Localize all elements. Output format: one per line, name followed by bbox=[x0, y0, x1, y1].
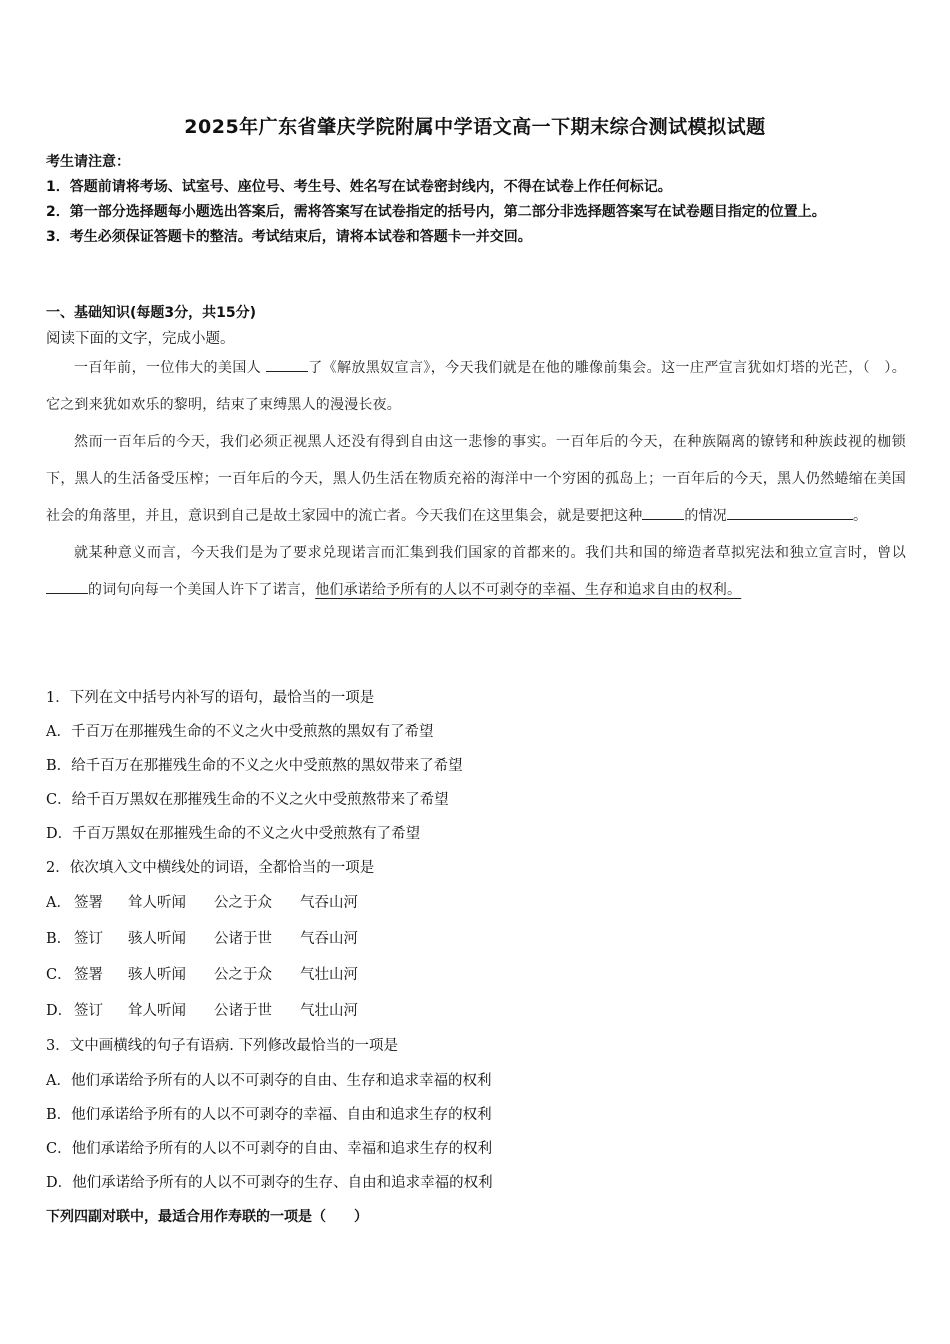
option-a[interactable]: A．千百万在那摧残生命的不义之火中受煎熬的黑奴有了希望 bbox=[46, 724, 434, 740]
section-instruction: 阅读下面的文字，完成小题。 bbox=[46, 331, 235, 347]
option-a[interactable]: A． 签署 耸人听闻 公之于众 气吞山河 bbox=[46, 895, 358, 911]
notice-item: 3．考生必须保证答题卡的整洁。考试结束后，请将本试卷和答题卡一并交回。 bbox=[46, 229, 532, 245]
option-d[interactable]: D． 签订 耸人听闻 公诸于世 气壮山河 bbox=[46, 1003, 358, 1019]
option-c[interactable]: C． 签署 骇人听闻 公之于众 气壮山河 bbox=[46, 967, 358, 983]
passage-paragraph: 就某种意义而言，今天我们是为了要求兑现诺言而汇集到我们国家的首都来的。我们共和国的缔造者草拟宪法和独立宣言时，曾以的词句向每一个美国人许下了诺言，他们承诺给予所有的人以不可剥夺的幸福、生存和追求自由的权利。 bbox=[46, 535, 906, 609]
notice-item: 2．第一部分选择题每小题选出答案后，需将答案写在试卷指定的括号内，第二部分非选择题答案写在试卷题目指定的位置上。 bbox=[46, 204, 826, 220]
fill-blank bbox=[642, 505, 684, 520]
option-b[interactable]: B．给千百万在那摧残生命的不义之火中受煎熬的黑奴带来了希望 bbox=[46, 758, 463, 774]
passage-paragraph: 然而一百年后的今天，我们必须正视黑人还没有得到自由这一悲惨的事实。一百年后的今天，在种族隔离的镣铐和种族歧视的枷锁下，黑人的生活备受压榨；一百年后的今天，黑人仍生活在物质充裕的海洋中一个穷困的孤岛上；一百年后的今天，黑人仍然蜷缩在美国社会的角落里，并且，意识到自己是故土家园中的流亡者。今天我们在这里集会，就是要把这种 的情况 。 bbox=[46, 434, 906, 524]
fill-blank bbox=[266, 357, 308, 372]
notice-item: 1．答题前请将考场、试室号、座位号、考生号、姓名写在试卷密封线内，不得在试卷上作任何标记。 bbox=[46, 179, 672, 195]
option-c[interactable]: C．给千百万黑奴在那摧残生命的不义之火中受煎熬带来了希望 bbox=[46, 792, 449, 808]
option-d[interactable]: D．他们承诺给予所有的人以不可剥夺的生存、自由和追求幸福的权利 bbox=[46, 1175, 493, 1191]
page-title: 2025年广东省肇庆学院附属中学语文高一下期末综合测试模拟试题 bbox=[184, 116, 766, 138]
final-question: 下列四副对联中，最适合用作寿联的一项是（ ） bbox=[46, 1209, 368, 1225]
option-d[interactable]: D．千百万黑奴在那摧残生命的不义之火中受煎熬有了希望 bbox=[46, 826, 421, 842]
section-heading: 一、基础知识(每题3分，共15分) bbox=[46, 305, 257, 321]
question-stem: 2．依次填入文中横线处的词语，全都恰当的一项是 bbox=[46, 860, 375, 876]
question-stem: 1．下列在文中括号内补写的语句，最恰当的一项是 bbox=[46, 690, 375, 706]
passage-paragraph: 一百年前，一位伟大的美国人 了《解放黑奴宣言》，今天我们就是在他的雕像前集会。这一庄严宣言犹如灯塔的光芒，（ ）。它之到来犹如欢乐的黎明，结束了束缚黑人的漫漫长夜。 bbox=[46, 350, 906, 424]
notice-block bbox=[46, 150, 906, 250]
option-c[interactable]: C．他们承诺给予所有的人以不可剥夺的自由、幸福和追求生存的权利 bbox=[46, 1141, 493, 1157]
notice-heading: 考生请注意： bbox=[46, 154, 130, 170]
reading-passage bbox=[46, 350, 906, 609]
underlined-sentence: 他们承诺给予所有的人以不可剥夺的幸福、生存和追求自由的权利。 bbox=[315, 582, 742, 598]
question-stem: 3．文中画横线的句子有语病. 下列修改最恰当的一项是 bbox=[46, 1038, 398, 1054]
fill-blank bbox=[727, 505, 853, 520]
option-a[interactable]: A．他们承诺给予所有的人以不可剥夺的自由、生存和追求幸福的权利 bbox=[46, 1073, 492, 1089]
option-b[interactable]: B．他们承诺给予所有的人以不可剥夺的幸福、自由和追求生存的权利 bbox=[46, 1107, 492, 1123]
option-b[interactable]: B． 签订 骇人听闻 公诸于世 气吞山河 bbox=[46, 931, 358, 947]
fill-blank bbox=[46, 579, 88, 594]
